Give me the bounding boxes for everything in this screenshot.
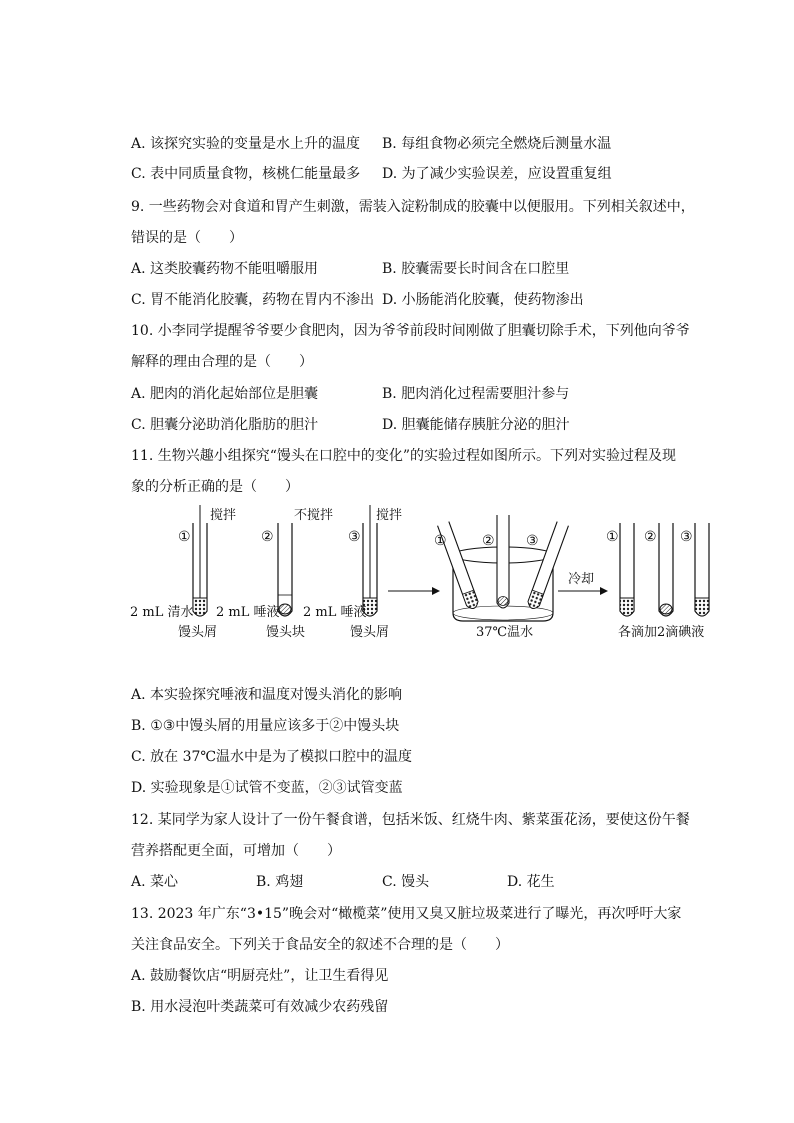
q9-option-d: D. 小肠能消化胶囊，使药物渗出 (382, 292, 584, 308)
tube-number-3: ③ (348, 529, 361, 545)
bath-tube-number-2: ② (482, 533, 495, 549)
q11-option-d: D. 实验现象是①试管不变蓝，②③试管变蓝 (131, 780, 403, 796)
q13-stem-line1: 13. 2023 年广东“3•15”晚会对“橄榄菜”使用又臭又脏垃圾菜进行了曝光，再次呼吁大家 (131, 906, 682, 922)
final-tube-3 (695, 523, 709, 616)
final-tube-1 (620, 523, 634, 616)
stir-label-1: 搅拌 (210, 508, 237, 523)
q11-stem-line2: 象的分析正确的是（ ） (131, 479, 299, 495)
iodine-label: 各滴加2滴碘液 (618, 625, 705, 640)
liquid-label-3: 2 mL 唾液 (303, 605, 367, 620)
test-tube-1 (193, 505, 207, 616)
liquid-label-2: 2 mL 唾液 (216, 605, 280, 620)
q12-stem-line1: 12. 某同学为家人设计了一份午餐食谱，包括米饭、红烧牛肉、紫菜蛋花汤，要使这份午餐 (131, 812, 690, 828)
q13-stem-line2: 关注食品安全。下列关于食品安全的叙述不合理的是（ ） (131, 937, 509, 953)
q9-option-a: A. 这类胶囊药物不能咀嚼服用 (131, 261, 319, 277)
q8-option-d: D. 为了减少实验误差，应设置重复组 (382, 166, 612, 182)
stir-label-3: 搅拌 (376, 508, 403, 523)
q10-option-a: A. 肥肉的消化起始部位是胆囊 (131, 386, 319, 402)
arrow-to-iodine (558, 587, 608, 595)
q13-option-a: A. 鼓励餐饮店“明厨亮灶”，让卫生看得见 (131, 968, 389, 984)
q9-option-c: C. 胃不能消化胶囊，药物在胃内不渗出 (131, 292, 375, 308)
final-tube-2 (659, 523, 673, 616)
bath-tube-number-1: ① (434, 533, 447, 549)
q10-option-b: B. 肥肉消化过程需要胆汁参与 (382, 386, 570, 402)
arrow-to-water-bath (388, 587, 440, 595)
q10-stem-line2: 解释的理由合理的是（ ） (131, 354, 313, 370)
final-tube-number-3: ③ (680, 529, 693, 545)
q8-option-a: A. 该探究实验的变量是水上升的温度 (131, 136, 361, 152)
bath-tube-number-3: ③ (526, 533, 539, 549)
final-tube-number-2: ② (644, 529, 657, 545)
q11-option-c: C. 放在 37℃温水中是为了模拟口腔中的温度 (131, 749, 413, 765)
tube-number-1: ① (178, 529, 191, 545)
liquid-label-1: 2 mL 清水 (130, 605, 194, 620)
q11-option-a: A. 本实验探究唾液和温度对馒头消化的影响 (131, 687, 403, 703)
test-tube-3 (363, 505, 377, 616)
q10-option-d: D. 胆囊能储存胰脏分泌的胆汁 (382, 417, 570, 433)
q12-option-b: B. 鸡翅 (256, 874, 304, 890)
q12-option-d: D. 花生 (507, 874, 555, 890)
q8-option-c: C. 表中同质量食物，核桃仁能量最多 (131, 166, 361, 182)
substance-label-3: 馒头屑 (350, 625, 390, 640)
q12-stem-line2: 营养搭配更全面，可增加（ ） (131, 843, 341, 859)
no-stir-label: 不搅拌 (294, 508, 334, 523)
substance-label-1: 馒头屑 (178, 625, 218, 640)
q12-option-a: A. 菜心 (131, 874, 179, 890)
q13-option-b: B. 用水浸泡叶类蔬菜可有效减少农药残留 (131, 999, 389, 1015)
water-bath-beaker (438, 515, 569, 621)
q10-stem-line1: 10. 小李同学提醒爷爷要少食肥肉，因为爷爷前段时间刚做了胆囊切除手术，下列他向爷爷 (131, 323, 690, 339)
q11-experiment-figure (118, 503, 718, 653)
q9-stem-line1: 9. 一些药物会对食道和胃产生刺激，需装入淀粉制成的胶囊中以便服用。下列相关叙述中， (131, 199, 695, 215)
q8-option-b: B. 每组食物必须完全燃烧后测量水温 (382, 136, 612, 152)
tube-number-2: ② (261, 529, 274, 545)
water-bath-label: 37℃温水 (476, 625, 534, 640)
test-tube-2 (278, 523, 292, 616)
q9-stem-line2: 错误的是（ ） (131, 230, 243, 246)
q11-option-b: B. ①③中馒头屑的用量应该多于②中馒头块 (131, 718, 400, 734)
q11-stem-line1: 11. 生物兴趣小组探究“馒头在口腔中的变化”的实验过程如图所示。下列对实验过程及现 (131, 448, 677, 464)
cool-label: 冷却 (568, 572, 595, 587)
q12-option-c: C. 馒头 (382, 874, 430, 890)
q9-option-b: B. 胶囊需要长时间含在口腔里 (382, 261, 570, 277)
substance-label-2: 馒头块 (266, 625, 306, 640)
final-tube-number-1: ① (606, 529, 619, 545)
q10-option-c: C. 胆囊分泌助消化脂肪的胆汁 (131, 417, 319, 433)
